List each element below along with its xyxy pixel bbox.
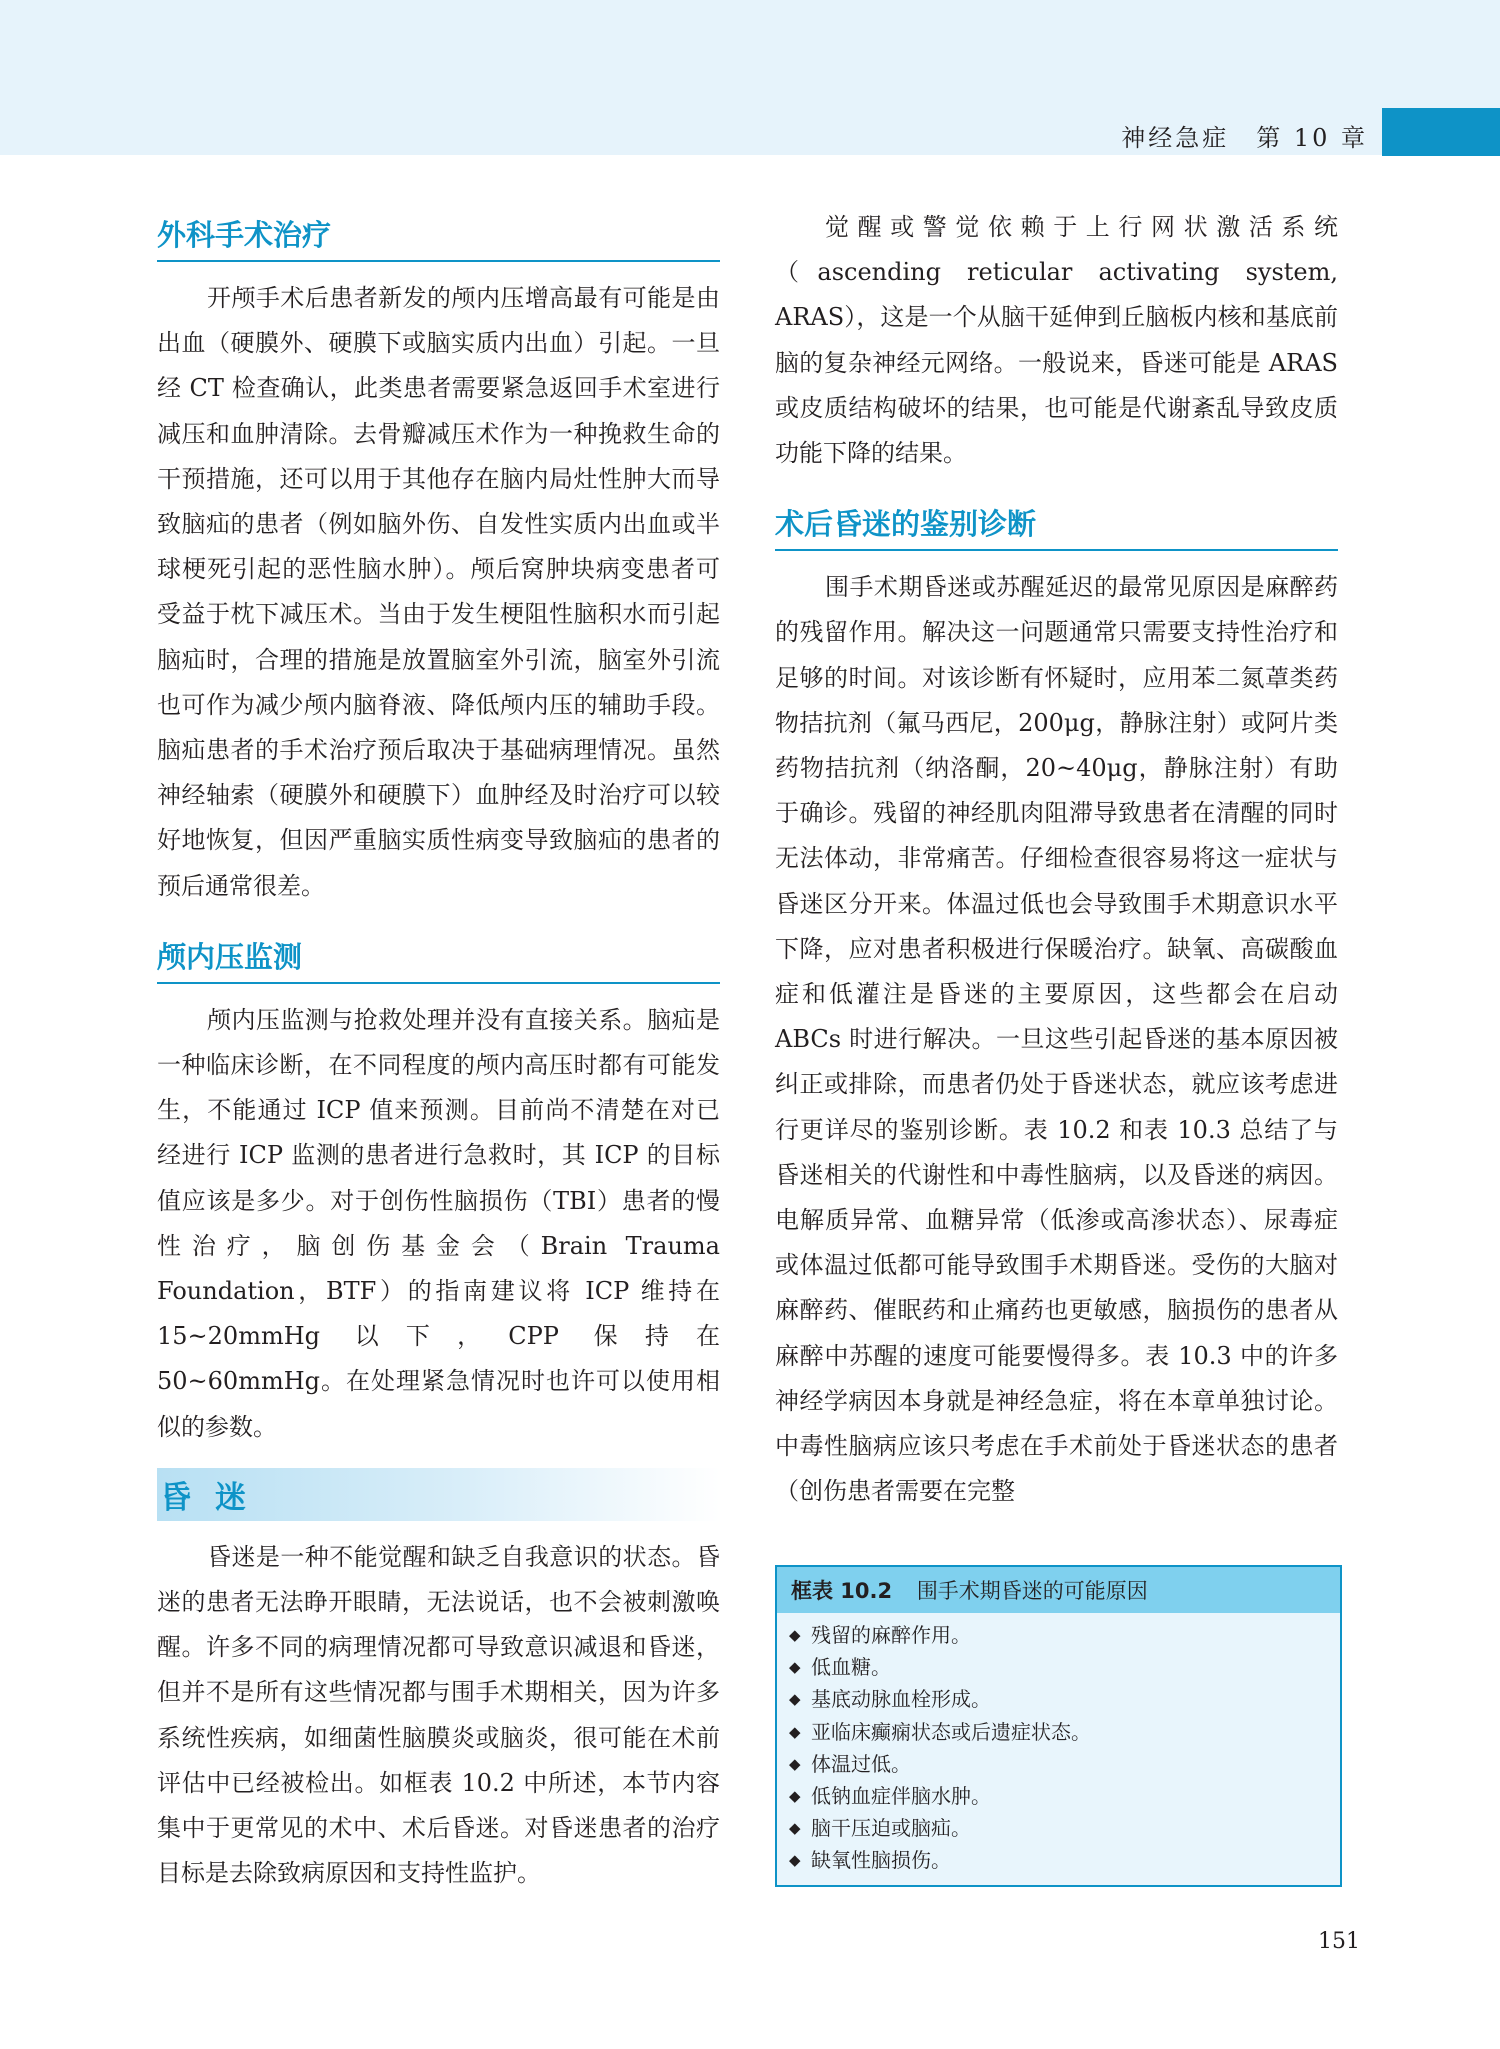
- list-item: [789, 1619, 1328, 1651]
- list-item-text: 残留的麻醉作用。: [811, 1623, 971, 1647]
- list-item: [789, 1716, 1328, 1748]
- list-item: [789, 1748, 1328, 1780]
- paragraph-coma: 昏迷是一种不能觉醒和缺乏自我意识的状态。昏迷的患者无法睁开眼睛，无法说话，也不会被刺激唤醒。许多不同的病理情况都可导致意识减退和昏迷，但并不是所有这些情况都与围手术期相关，因为许多系统性疾病，如细菌性脑膜炎或脑炎，很可能在术前评估中已经被检出。如框表 10.2 中所述，本节内容集中于更常见的术中、术后昏迷。对昏迷患者的治疗目标是去除致病原因和支持性监护。: [157, 1542, 720, 1888]
- bullet-diamond-icon: ◆: [789, 1787, 801, 1806]
- page-number: 151: [1318, 1929, 1360, 1954]
- section-title-differential-diagnosis: 术后昏迷的鉴别诊断: [775, 494, 1338, 551]
- box-title: 围手术期昏迷的可能原因: [916, 1579, 1148, 1603]
- paragraph-differential-diagnosis: 围手术期昏迷或苏醒延迟的最常见原因是麻醉药的残留作用。解决这一问题通常只需要支持性治疗和足够的时间。对该诊断有怀疑时，应用苯二氮䓬类药物拮抗剂（氟马西尼，200μg，静脉注射）或阿片类药物拮抗剂（纳洛酮，20~40μg，静脉注射）有助于确诊。残留的神经肌肉阻滞导致患者在清醒的同时无法体动，非常痛苦。仔细检查很容易将这一症状与昏迷区分开来。体温过低也会导致围手术期意识水平下降，应对患者积极进行保暖治疗。缺氧、高碳酸血症和低灌注是昏迷的主要原因，这些都会在启动 ABCs 时进行解决。一旦这些引起昏迷的基本原因被纠正或排除，而患者仍处于昏迷状态，就应该考虑进行更详尽的鉴别诊断。表 10.2 和表 10.3 总结了与昏迷相关的代谢性和中毒性脑病，以及昏迷的病因。电解质异常、血糖异常（低渗或高渗状态）、尿毒症或体温过低都可能导致围手术期昏迷。受伤的大脑对麻醉药、催眠药和止痛药也更敏感，脑损伤的患者从麻醉中苏醒的速度可能要慢得多。表 10.3 中的许多神经学病因本身就是神经急症，将在本章单独讨论。中毒性脑病应该只考虑在手术前处于昏迷状态的患者（创伤患者需要在完整: [775, 573, 1338, 1506]
- list-item-text: 低血糖。: [811, 1655, 891, 1680]
- section-title-icp-monitoring: 颅内压监测: [157, 927, 720, 984]
- section-title-surgery: 外科手术治疗: [157, 205, 720, 262]
- paragraph-icp-monitoring: 颅内压监测与抢救处理并没有直接关系。脑疝是一种临床诊断，在不同程度的颅内高压时都有可能发生，不能通过 ICP 值来预测。目前尚不清楚在对已经进行 ICP 监测的患者进行急救时，其 ICP 的目标值应该是多少。对于创伤性脑损伤（TBI）患者的慢性治疗，脑创伤基金会（Brain Trauma Foundation，BTF）的指南建议将 ICP 维持在 15~20mmHg 以下，CPP 保持在 50~60mmHg。在处理紧急情况时也许可以使用相似的参数。: [157, 1005, 720, 1441]
- list-item-text: 缺氧性脑损伤。: [811, 1848, 951, 1873]
- list-item: [789, 1844, 1328, 1876]
- box-header: [777, 1567, 1340, 1613]
- list-item-text: 基底动脉血栓形成。: [811, 1687, 991, 1712]
- section-title-coma: 昏迷: [157, 1468, 720, 1521]
- chapter-tab-bar: [1382, 108, 1500, 156]
- bullet-diamond-icon: ◆: [789, 1690, 801, 1709]
- list-item-text: 低钠血症伴脑水肿。: [811, 1784, 991, 1809]
- list-item: [789, 1812, 1328, 1844]
- box-table-10-2: [775, 1565, 1342, 1887]
- bullet-diamond-icon: ◆: [789, 1819, 801, 1838]
- list-item: [789, 1780, 1328, 1812]
- bullet-diamond-icon: ◆: [789, 1851, 801, 1870]
- paragraph-surgery: 开颅手术后患者新发的颅内压增高最有可能是由出血（硬膜外、硬膜下或脑实质内出血）引起。一旦经 CT 检查确认，此类患者需要紧急返回手术室进行减压和血肿清除。去骨瓣减压术作为一种挽救生命的干预措施，还可以用于其他存在脑内局灶性肿大而导致脑疝的患者（例如脑外伤、自发性实质内出血或半球梗死引起的恶性脑水肿）。颅后窝肿块病变患者可受益于枕下减压术。当由于发生梗阻性脑积水而引起脑疝时，合理的措施是放置脑室外引流，脑室外引流也可作为减少颅内脑脊液、降低颅内压的辅助手段。脑疝患者的手术治疗预后取决于基础病理情况。虽然神经轴索（硬膜外和硬膜下）血肿经及时治疗可以较好地恢复，但因严重脑实质性病变导致脑疝的患者的预后通常很差。: [157, 284, 720, 900]
- list-item-text: 体温过低。: [811, 1751, 911, 1776]
- list-item: [789, 1651, 1328, 1683]
- bullet-diamond-icon: ◆: [789, 1722, 801, 1741]
- box-list: [777, 1613, 1340, 1885]
- left-column: [157, 205, 720, 1897]
- running-head: 神经急症 第 10 章: [1121, 124, 1368, 152]
- bullet-diamond-icon: ◆: [789, 1658, 801, 1677]
- box-label: 框表 10.2: [791, 1579, 893, 1603]
- list-item-text: 亚临床癫痫状态或后遗症状态。: [811, 1719, 1091, 1744]
- right-column: [775, 205, 1338, 1514]
- bullet-diamond-icon: ◆: [789, 1754, 801, 1773]
- list-item: [789, 1683, 1328, 1715]
- paragraph-aras: 觉醒或警觉依赖于上行网状激活系统（ascending reticular activating system, ARAS），这是一个从脑干延伸到丘脑板内核和基底前脑的复杂神经元网络。一般说来，昏迷可能是 ARAS 或皮质结构破坏的结果，也可能是代谢紊乱导致皮质功能下降的结果。: [775, 213, 1338, 468]
- bullet-diamond-icon: ◆: [789, 1626, 801, 1644]
- list-item-text: 脑干压迫或脑疝。: [811, 1816, 971, 1841]
